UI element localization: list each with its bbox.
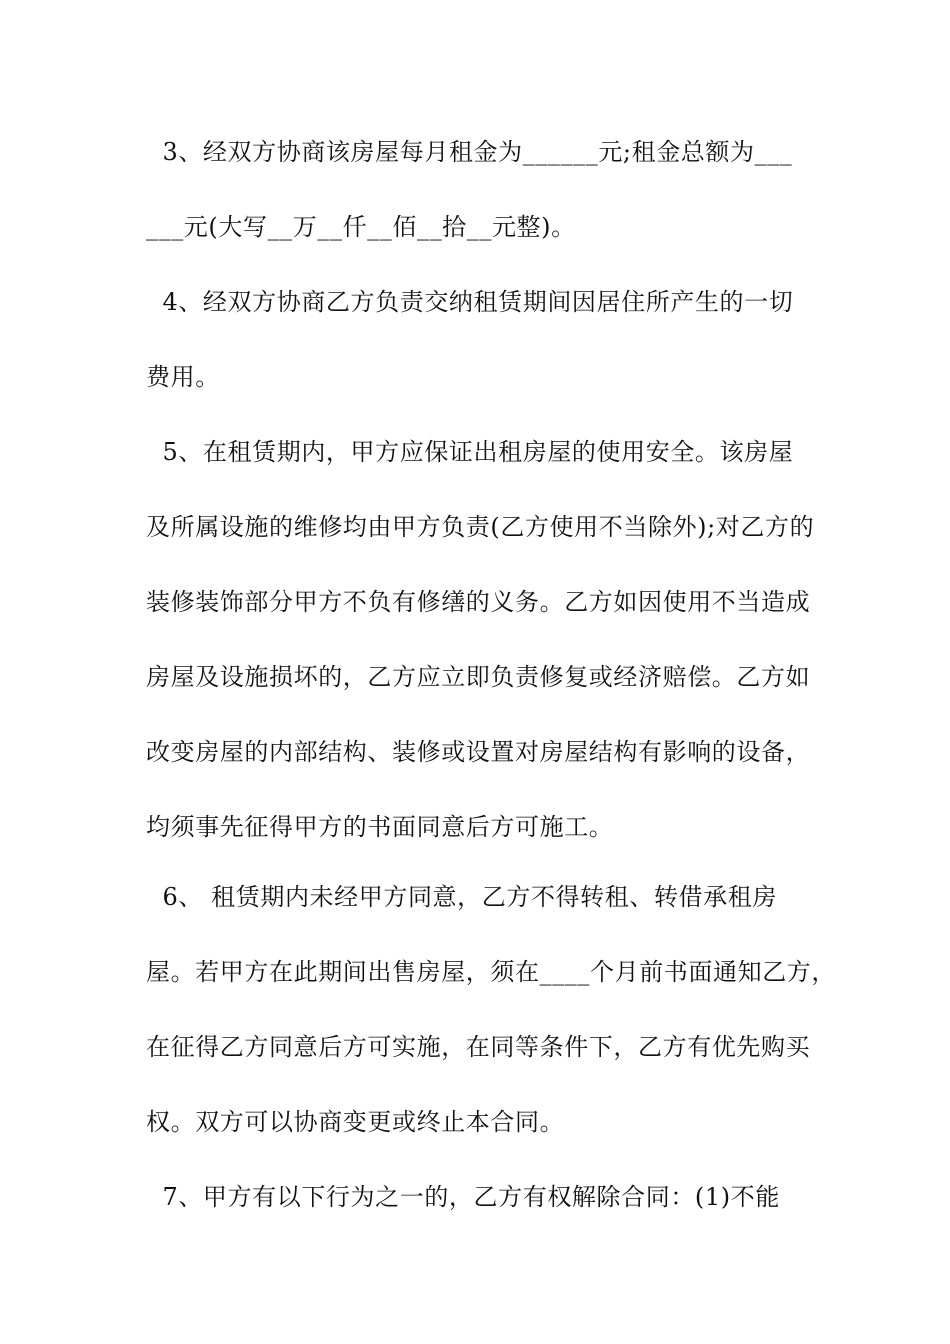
text-line: 房屋及设施损坏的，乙方应立即负责修复或经济赔偿。乙方如 xyxy=(146,663,811,691)
text-line: 费用。 xyxy=(146,363,220,391)
text-line: 在征得乙方同意后方可实施，在同等条件下，乙方有优先购买 xyxy=(146,1033,811,1061)
text-line: 5、在租赁期内，甲方应保证出租房屋的使用安全。该房屋 xyxy=(146,438,794,466)
text-line: 权。双方可以协商变更或终止本合同。 xyxy=(146,1108,565,1136)
text-line: 及所属设施的维修均由甲方负责(乙方使用不当除外);对乙方的 xyxy=(146,513,815,541)
text-line: 屋。若甲方在此期间出售房屋，须在____个月前书面通知乙方， xyxy=(146,958,836,986)
text-line: ___元(大写__万__仟__佰__拾__元整)。 xyxy=(146,213,576,241)
text-line: 4、经双方协商乙方负责交纳租赁期间因居住所产生的一切 xyxy=(146,288,794,316)
text-line: 3、经双方协商该房屋每月租金为______元;租金总额为___ xyxy=(146,138,793,166)
text-line: 7、甲方有以下行为之一的，乙方有权解除合同：(1)不能 xyxy=(146,1183,780,1211)
text-line: 6、 租赁期内未经甲方同意，乙方不得转租、转借承租房 xyxy=(146,883,777,911)
text-line: 改变房屋的内部结构、装修或设置对房屋结构有影响的设备， xyxy=(146,738,811,766)
text-line: 均须事先征得甲方的书面同意后方可施工。 xyxy=(146,813,614,841)
text-line: 装修装饰部分甲方不负有修缮的义务。乙方如因使用不当造成 xyxy=(146,588,811,616)
